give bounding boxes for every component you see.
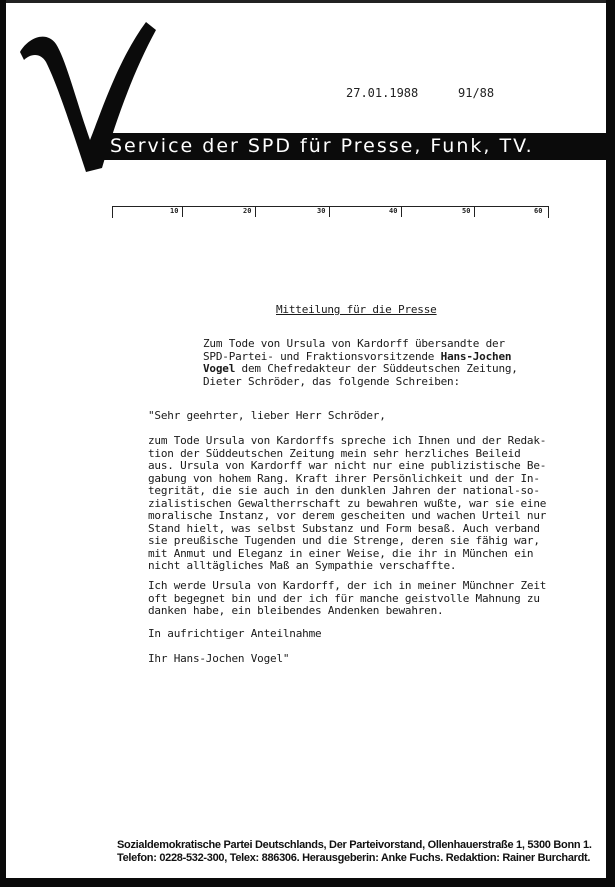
ruler-label-10: 10 xyxy=(170,207,179,215)
intro-name-part-2: Vogel xyxy=(203,362,236,375)
column-ruler xyxy=(112,206,549,218)
intro-paragraph xyxy=(203,338,518,388)
ruler-tick xyxy=(182,206,183,217)
letter-line: aus. Ursula von Kardorff war nicht nur eine publizistische Be- xyxy=(148,459,547,472)
ruler-label-30: 30 xyxy=(317,207,326,215)
letter-line: sie preußische Tugenden und die Strenge, deren sie fähig war, xyxy=(148,534,540,547)
masthead-title: Service der SPD für Presse, Funk, TV. xyxy=(110,135,534,157)
letter-line: danken habe, ein bleibendes Andenken bewahren. xyxy=(148,604,444,617)
letter-line: nicht alltägliches Maß an Sympathie verschaffte. xyxy=(148,559,457,572)
intro-line-2a: SPD-Partei- und Fraktionsvorsitzende xyxy=(203,349,441,363)
ruler-tick xyxy=(329,206,330,217)
letter-line: Ich werde Ursula von Kardorff, der ich in meiner Münchner Zeit xyxy=(148,579,547,592)
letter-salutation: "Sehr geehrter, lieber Herr Schröder, xyxy=(148,409,386,422)
letter-line: zum Tode Ursula von Kardorffs spreche ich Ihnen und der Redak- xyxy=(148,434,547,447)
intro-line-1: Zum Tode von Ursula von Kardorff übersandte der xyxy=(203,337,505,350)
scan-border-bottom xyxy=(0,878,615,887)
ruler-tick xyxy=(474,206,475,217)
letter-line: gabung von hohem Rang. Kraft ihrer Persönlichkeit und der In- xyxy=(148,471,540,485)
footer-address: Sozialdemokratische Partei Deutschlands, Der Parteivorstand, Ollenhauerstraße 1, 5300 Bonn 1. xyxy=(117,839,592,851)
ruler-tick xyxy=(255,206,256,217)
letter-line: tegrität, die sie auch in den dunklen Jahren der national-so- xyxy=(148,484,540,497)
ruler-label-20: 20 xyxy=(243,207,252,215)
ruler-end-mark xyxy=(548,206,549,218)
ruler-tick xyxy=(401,206,402,217)
footer-contact: Telefon: 0228-532-300, Telex: 886306. Herausgeberin: Anke Fuchs. Redaktion: Rainer Burchardt. xyxy=(117,852,591,864)
letter-line: tion der Süddeutschen Zeitung mein sehr herzliches Beileid xyxy=(148,446,521,460)
letter-line: moralische Instanz, vor derem gescheiten und wachen Urteil nur xyxy=(148,509,547,522)
letter-line: oft begegnet bin und der ich für manche geistvolle Mahnung zu xyxy=(148,591,540,605)
ruler-label-50: 50 xyxy=(462,207,471,215)
letter-paragraph-1 xyxy=(148,435,546,573)
intro-name-part-1: Hans-Jochen xyxy=(440,349,512,363)
letter-line: mit Anmut und Eleganz in einer Weise, die ihr in München ein xyxy=(148,546,534,560)
letter-signature: Ihr Hans-Jochen Vogel" xyxy=(148,652,290,665)
letter-paragraph-2 xyxy=(148,580,546,618)
ruler-label-40: 40 xyxy=(389,207,398,215)
release-date: 27.01.1988 xyxy=(346,86,419,100)
masthead-band xyxy=(98,133,610,160)
letter-closing: In aufrichtiger Anteilnahme xyxy=(148,627,322,640)
intro-line-3b: dem Chefredakteur der Süddeutschen Zeitung, xyxy=(235,362,518,375)
intro-line-4: Dieter Schröder, das folgende Schreiben: xyxy=(203,374,460,388)
ruler-label-60: 60 xyxy=(534,207,543,215)
ruler-start-mark xyxy=(112,206,113,218)
press-release-heading: Mitteilung für die Presse xyxy=(276,303,437,316)
letter-line: zialistischen Gewaltherrschaft zu bewahren wußte, war sie eine xyxy=(148,496,547,510)
release-number: 91/88 xyxy=(458,86,495,100)
letter-line: Stand hielt, was selbst Substanz und Form besaß. Auch verband xyxy=(148,521,540,535)
